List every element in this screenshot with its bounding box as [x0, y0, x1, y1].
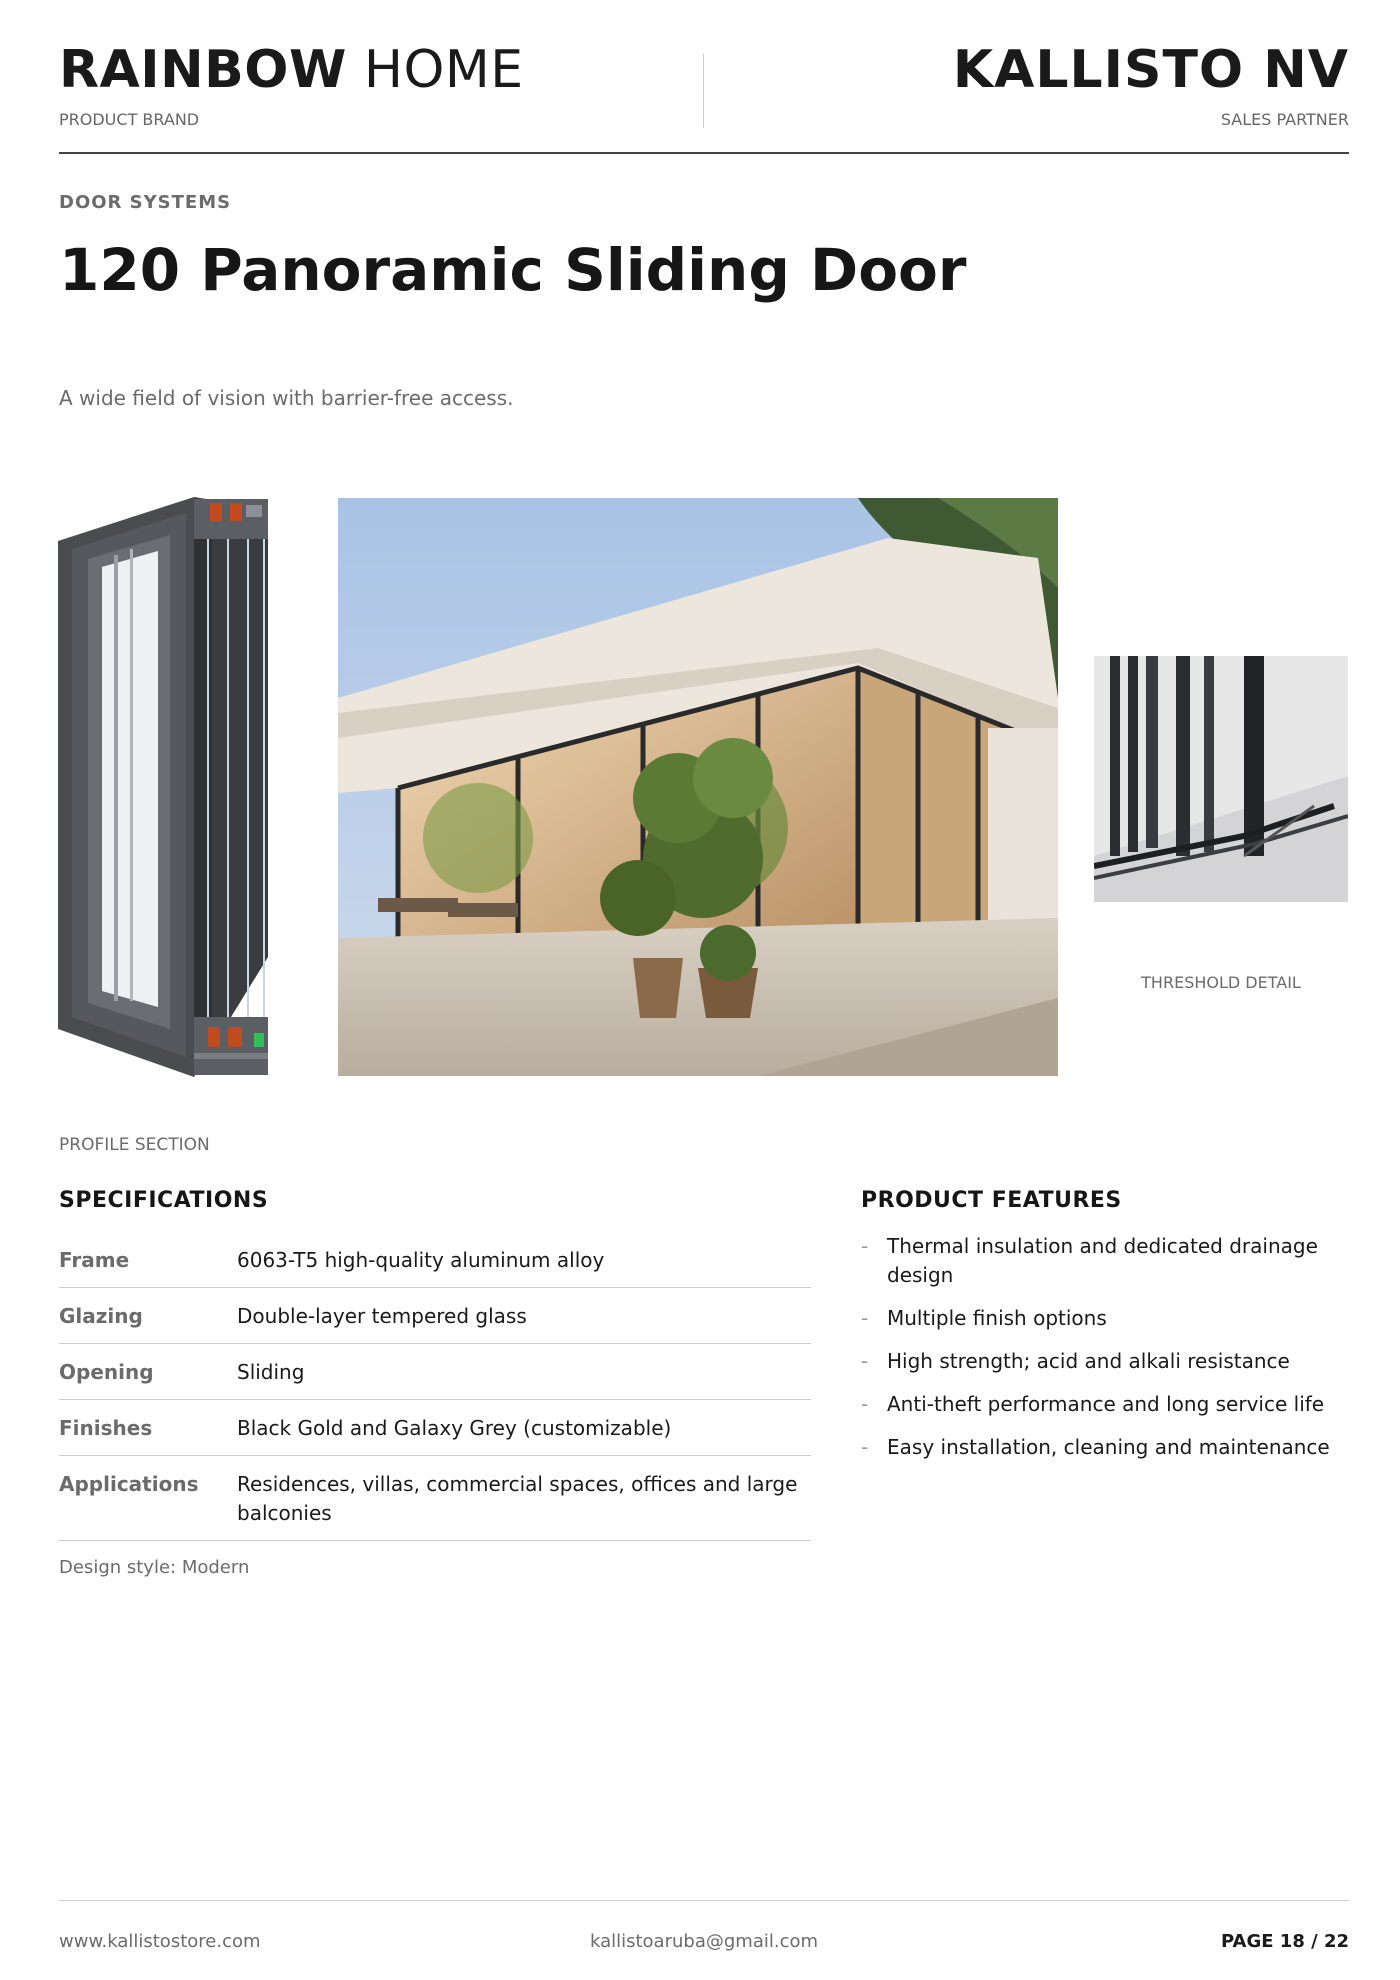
- profile-section-image: [58, 497, 308, 1077]
- spec-key: Finishes: [59, 1416, 153, 1440]
- footer-website[interactable]: www.kallistostore.com: [59, 1931, 261, 1952]
- brand-logo: [59, 40, 524, 100]
- product-title: 120 Panoramic Sliding Door: [59, 236, 967, 304]
- specifications-table: [59, 1232, 811, 1541]
- specifications-title: SPECIFICATIONS: [59, 1188, 269, 1213]
- bullet-dash: -: [861, 1349, 869, 1373]
- feature-item: [861, 1433, 1351, 1462]
- profile-caption: PROFILE SECTION: [59, 1135, 210, 1155]
- bullet-dash: -: [861, 1306, 869, 1330]
- brand-name-light: HOME: [363, 40, 524, 100]
- spec-value: Sliding: [237, 1360, 305, 1384]
- specifications-section: [59, 1188, 811, 1578]
- spec-row: [59, 1344, 811, 1400]
- feature-item: [861, 1304, 1351, 1333]
- features-title: PRODUCT FEATURES: [861, 1188, 1122, 1213]
- spec-row: [59, 1232, 811, 1288]
- spec-key: Opening: [59, 1360, 154, 1384]
- spec-value: Double-layer tempered glass: [237, 1304, 527, 1328]
- spec-value: 6063-T5 high-quality aluminum alloy: [237, 1248, 605, 1272]
- spec-key: Frame: [59, 1248, 130, 1272]
- sales-partner: [952, 40, 1349, 129]
- product-tagline: A wide field of vision with barrier-free access.: [59, 386, 514, 410]
- feature-text: Easy installation, cleaning and maintenance: [887, 1435, 1330, 1459]
- brand-caption: PRODUCT BRAND: [59, 110, 200, 129]
- page-footer: [59, 1900, 1349, 1960]
- feature-text: Multiple finish options: [887, 1306, 1107, 1330]
- spec-key: Glazing: [59, 1304, 143, 1328]
- feature-list: [861, 1232, 1351, 1462]
- spec-row: [59, 1456, 811, 1541]
- spec-value: Residences, villas, commercial spaces, offices and large balconies: [237, 1472, 798, 1525]
- footer-email[interactable]: kallistoaruba@gmail.com: [589, 1931, 819, 1952]
- bullet-dash: -: [861, 1234, 869, 1258]
- product-brand: [59, 40, 524, 129]
- page-number: PAGE 18 / 22: [1220, 1931, 1349, 1952]
- spec-row: [59, 1288, 811, 1344]
- feature-text: Anti-theft performance and long service life: [887, 1392, 1325, 1416]
- spec-row: [59, 1400, 811, 1456]
- spec-value: Black Gold and Galaxy Grey (customizable): [237, 1416, 672, 1440]
- hero-photo: [338, 498, 1058, 1076]
- bullet-dash: -: [861, 1435, 869, 1459]
- partner-caption: SALES PARTNER: [1220, 110, 1349, 129]
- design-style-note: Design style: Modern: [59, 1557, 250, 1578]
- feature-text: High strength; acid and alkali resistance: [887, 1349, 1290, 1373]
- product-category: DOOR SYSTEMS: [59, 192, 232, 213]
- feature-item: [861, 1347, 1351, 1376]
- bullet-dash: -: [861, 1392, 869, 1416]
- brand-name-bold: RAINBOW: [59, 40, 347, 100]
- spec-key: Applications: [59, 1472, 199, 1496]
- feature-text: Thermal insulation and dedicated drainage design: [887, 1234, 1318, 1287]
- header-divider: [703, 54, 704, 128]
- partner-name: KALLISTO NV: [952, 40, 1349, 100]
- threshold-detail-image: [1094, 656, 1348, 902]
- product-features-section: [861, 1188, 1351, 1476]
- feature-item: [861, 1232, 1351, 1290]
- feature-item: [861, 1390, 1351, 1419]
- threshold-caption: THRESHOLD DETAIL: [1141, 973, 1301, 992]
- page-header: [59, 40, 1349, 154]
